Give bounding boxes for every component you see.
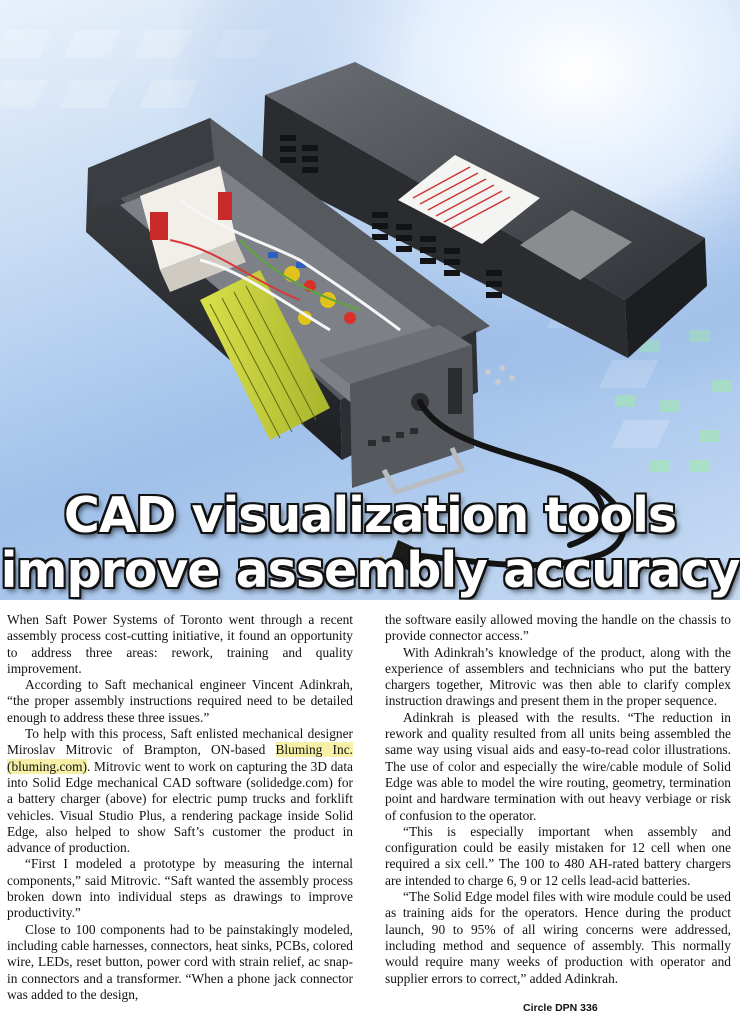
headline-line-2: improve assembly accuracy — [0, 542, 740, 599]
paragraph: Adinkrah is pleased with the results. “The reduction in rework and quality resulted from all units being assembled the same way using visual aids and easy-to-read color illustrations. The use of color and especially the wire/cable module of Solid Edge was able to model the wire routing, geometry, termination point and hardware termination with out heavy verbiage or risk of confusion to the operator. — [385, 709, 731, 823]
paragraph — [7, 726, 353, 856]
paragraph: With Adinkrah’s knowledge of the product, along with the experience of assemblers and technicians who put the battery chargers together, Mitrovic was then able to clarify complex instruction drawings and present them in the proper sequence. — [385, 644, 731, 709]
paragraph: “This is especially important when assembly and configuration could be easily mistaken for 12 cell when one required a six cell.” The 100 to 480 AH-rated battery chargers are intended to charge 6, 9 or 12 cells lead-acid batteries. — [385, 823, 731, 888]
headline — [0, 488, 740, 598]
article-column-left — [7, 612, 353, 1003]
paragraph: “First I modeled a prototype by measuring the internal components,” said Mitrovic. “Saft wanted the assembly process broken down into individual steps as drawings to improve productivity.” — [7, 856, 353, 921]
paragraph-text: . Mitrovic went to work on capturing the 3D data into Solid Edge mechanical CAD software (solidedge.com) for a battery charger (above) for electric pump trucks and forklift vehicles. Visual Studio Plus, a rendering package inside Solid Edge, also helped to show Saft’s customer the product in advance of production. — [7, 758, 353, 856]
reader-service-number: Circle DPN 336 — [523, 1002, 598, 1014]
paragraph: “The Solid Edge model files with wire module could be used as training aids for the operators. Hence during the product launch, 90 to 95% of all wiring concerns were addressed, including method and sequence of assembly. This normally would require many weeks of production with operator and supplier errors to correct,” added Adinkrah. — [385, 889, 731, 986]
bluming-link[interactable]: Bluming Inc. (bluming.com) — [7, 742, 354, 774]
paragraph-text: To help with this process, Saft enlisted mechanical designer Miroslav Mitrovic of Brampton, ON-based — [7, 726, 353, 758]
paragraph: When Saft Power Systems of Toronto went through a recent assembly process cost-cutting initiative, it found an opportunity to address three areas: rework, training and quality improvement. — [7, 612, 353, 676]
paragraph: the software easily allowed moving the handle on the chassis to provide connector access.” — [385, 612, 731, 644]
paragraph: Close to 100 components had to be painstakingly modeled, including cable harnesses, connectors, heat sinks, PCBs, colored wire, LEDs, reset button, power cord with strain relief, ac snap-in connectors and a transformer. “When a phone jack connector was added to the design, — [7, 921, 353, 1002]
paragraph: According to Saft mechanical engineer Vincent Adinkrah, “the proper assembly instructions required need to be detailed enough to address these three issues.” — [7, 677, 353, 725]
headline-line-1: CAD visualization tools — [63, 487, 677, 544]
article-body — [7, 612, 733, 1014]
article-column-right — [385, 612, 731, 987]
